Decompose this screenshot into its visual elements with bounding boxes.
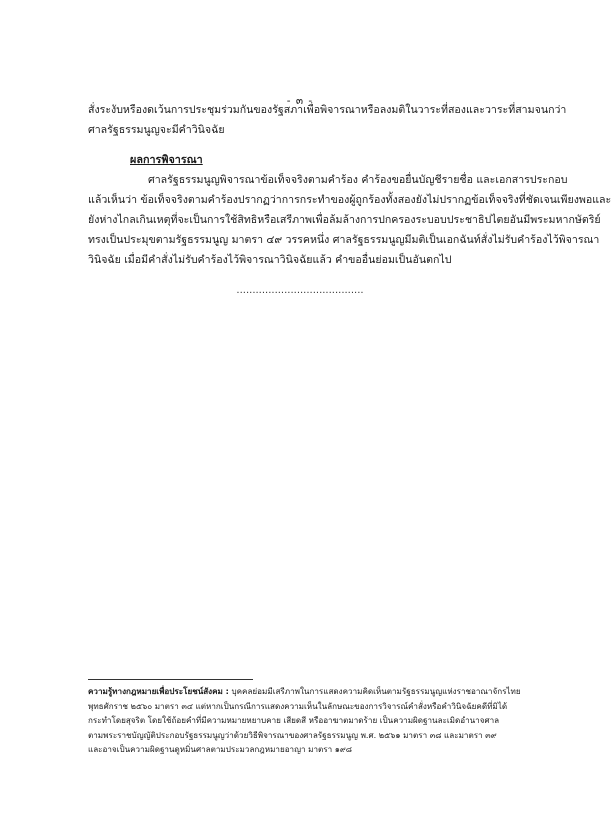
footnote-divider [88,679,253,680]
footnote-line-3: กระทำโดยสุจริต โดยใช้ถ้อยคำที่มีความหมายหยาบคาย เสียดสี หรืออาฆาตมาดร้าย เป็นความผิดฐานละเมิดอำนาจศาล [88,715,500,725]
section-separator: ........................................ [236,285,364,296]
footnote-first-text: บุคคลย่อมมีเสรีภาพในการแสดงความคิดเห็นตามรัฐธรรมนูญแห่งราชอาณาจักรไทย [228,686,521,696]
consideration-line-3: ยังห่างไกลเกินเหตุที่จะเป็นการใช้สิทธิหรือเสรีภาพเพื่อล้มล้างการปกครองระบอบประชาธิปไตยอันมีพระมหากษัตริย์ [88,214,601,226]
footnote-line-1 [88,684,520,699]
consideration-line-1: ศาลรัฐธรรมนูญพิจารณาข้อเท็จจริงตามคำร้อง คำร้องขอยื่นบัญชีรายชื่อ และเอกสารประกอบ [148,174,568,186]
consideration-line-5: วินิจฉัย เมื่อมีคำสั่งไม่รับคำร้องไว้พิจารณาวินิจฉัยแล้ว คำขออื่นย่อมเป็นอันตกไป [88,254,452,266]
intro-line-2: ศาลรัฐธรรมนูญจะมีคำวินิจฉัย [88,124,225,136]
footnote-line-5: และอาจเป็นความผิดฐานดูหมิ่นศาลตามประมวลกฎหมายอาญา มาตรา ๑๙๘ [88,744,353,754]
footnote-line-2: พุทธศักราช ๒๕๖๐ มาตรา ๓๔ แต่หากเป็นกรณีการแสดงความเห็นในลักษณะของการวิจารณ์คำสั่งหรือคำวินิจฉัยคดีที่มิได้ [88,700,508,711]
consideration-line-4: ทรงเป็นประมุขตามรัฐธรรมนูญ มาตรา ๔๙ วรรคหนึ่ง ศาลรัฐธรรมนูญมีมติเป็นเอกฉันท์สั่งไม่รับคำร้องไว้พิจารณา [88,234,600,246]
intro-line-1: สั่งระงับหรืองดเว้นการประชุมร่วมกันของรัฐสภาเพื่อพิจารณาหรือลงมติในวาระที่สองและวาระที่สามจนกว่า [88,104,567,116]
consideration-line-2: แล้วเห็นว่า ข้อเท็จจริงตามคำร้องปรากฏว่าการกระทำของผู้ถูกร้องทั้งสองยังไม่ปรากฏข้อเท็จจริงที่ชัดเจนเพียงพอและ [88,194,611,206]
consideration-heading: ผลการพิจารณา [130,153,203,166]
footnote-line-4: ตามพระราชบัญญัติประกอบรัฐธรรมนูญว่าด้วยวิธีพิจารณาของศาลรัฐธรรมนูญ พ.ศ. ๒๕๖๑ มาตรา ๓๘ และมาตรา ๓๙ [88,729,497,740]
intro-paragraph [88,100,567,140]
page-number: - ๓ - [286,95,314,107]
consideration-paragraph [88,170,611,270]
footnote [88,684,520,757]
footnote-heading: ความรู้ทางกฎหมายเพื่อประโยชน์สังคม : [88,686,229,696]
